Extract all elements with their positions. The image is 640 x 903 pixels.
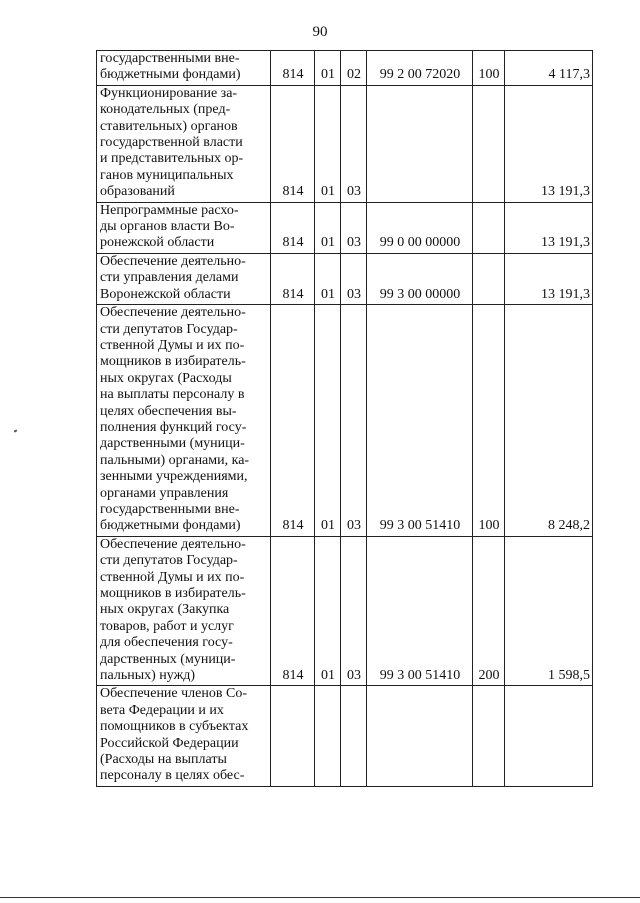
row-vr [473, 85, 505, 202]
table-row [97, 536, 593, 686]
row-sum: 8 248,2 [505, 305, 593, 537]
row-csr: 99 3 00 00000 [367, 253, 473, 304]
row-csr [367, 686, 473, 786]
row-vr [473, 253, 505, 304]
row-name: Непрограммные расхо- ды органов власти Во- ронежской области [97, 202, 271, 253]
row-vr: 100 [473, 51, 505, 86]
table-row [97, 686, 593, 786]
row-csr [367, 85, 473, 202]
table-row [97, 305, 593, 537]
row-pr: 03 [341, 202, 367, 253]
row-vr: 200 [473, 536, 505, 686]
row-ved: 814 [271, 253, 315, 304]
scan-bottom-edge [0, 897, 640, 898]
row-ved: 814 [271, 51, 315, 86]
row-rz: 01 [315, 51, 341, 86]
table-row [97, 51, 593, 86]
row-rz: 01 [315, 85, 341, 202]
row-name: государственными вне- бюджетными фондами) [97, 51, 271, 86]
table-row [97, 202, 593, 253]
row-vr [473, 202, 505, 253]
row-ved: 814 [271, 305, 315, 537]
row-csr: 99 3 00 51410 [367, 536, 473, 686]
row-sum [505, 686, 593, 786]
row-ved: 814 [271, 536, 315, 686]
row-sum: 13 191,3 [505, 202, 593, 253]
scan-speck [14, 429, 18, 432]
table-row [97, 85, 593, 202]
row-csr: 99 0 00 00000 [367, 202, 473, 253]
row-pr: 03 [341, 536, 367, 686]
budget-table [96, 50, 593, 787]
row-pr [341, 686, 367, 786]
row-rz: 01 [315, 305, 341, 537]
row-pr: 02 [341, 51, 367, 86]
row-rz: 01 [315, 202, 341, 253]
row-rz: 01 [315, 536, 341, 686]
row-ved: 814 [271, 85, 315, 202]
row-csr: 99 3 00 51410 [367, 305, 473, 537]
row-sum: 4 117,3 [505, 51, 593, 86]
row-name: Обеспечение членов Со- вета Федерации и их помощников в субъектах Российской Федерации (Расходы на выплаты персоналу в целях обес- [97, 686, 271, 786]
row-name: Обеспечение деятельно- сти управления делами Воронежской области [97, 253, 271, 304]
row-sum: 1 598,5 [505, 536, 593, 686]
row-name: Функционирование за- конодательных (пред- ставительных) органов государственной власти и представительных ор- ганов муниципальных образований [97, 85, 271, 202]
row-ved: 814 [271, 202, 315, 253]
row-pr: 03 [341, 305, 367, 537]
row-rz [315, 686, 341, 786]
row-ved [271, 686, 315, 786]
row-sum: 13 191,3 [505, 85, 593, 202]
row-rz: 01 [315, 253, 341, 304]
row-sum: 13 191,3 [505, 253, 593, 304]
page-number: 90 [312, 24, 328, 40]
row-pr: 03 [341, 85, 367, 202]
row-csr: 99 2 00 72020 [367, 51, 473, 86]
row-vr: 100 [473, 305, 505, 537]
row-name: Обеспечение деятельно- сти депутатов Государ- ственной Думы и их по- мощников в избиратель- ных округах (Расходы на выплаты персоналу в целях обеспечения вы- полнения функций госу- дарственными (муници- пальными) органами, ка- зенными учреждениями, органами управления государственными вне- бюджетными фондами) [97, 305, 271, 537]
row-pr: 03 [341, 253, 367, 304]
row-vr [473, 686, 505, 786]
table-row [97, 253, 593, 304]
row-name: Обеспечение деятельно- сти депутатов Государ- ственной Думы и их по- мощников в избиратель- ных округах (Закупка товаров, работ и услуг для обеспечения госу- дарственных (муници- пальных) нужд) [97, 536, 271, 686]
